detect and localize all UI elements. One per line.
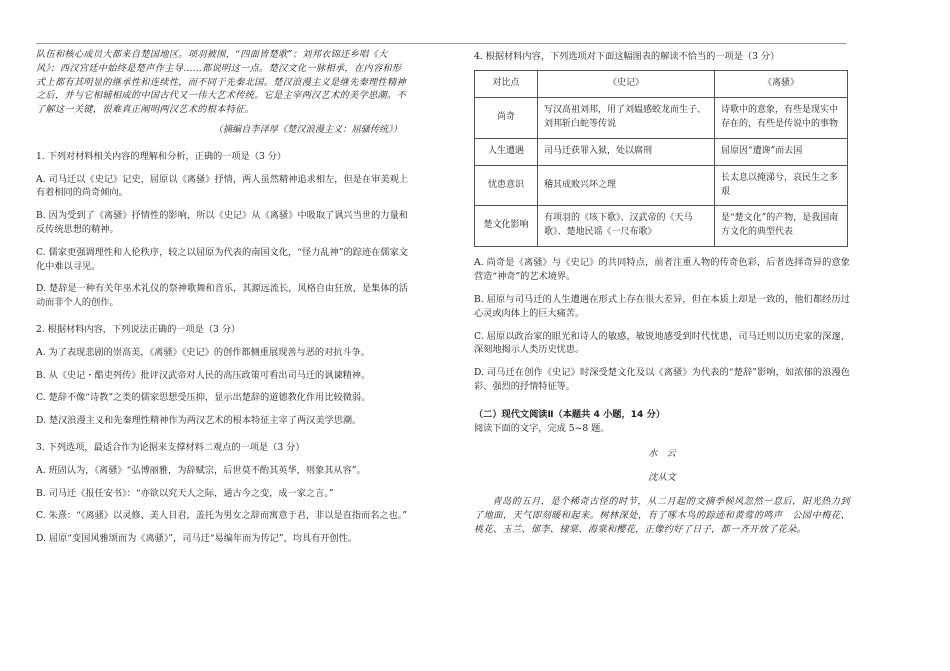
header-rule	[36, 43, 846, 44]
table-cell: 稽其成败兴坏之理	[538, 165, 715, 206]
comparison-table	[474, 70, 848, 248]
article-paragraph: 青岛的五月，是个稀奇古怪的时节，从二月起的文摘季候风忽然一息后，阳光热力到了地面，天气即刻暖和起来。树林深处，有了啄木鸟的踪迹和黄莺的鸣声 公园中梅花、桃花、玉兰、郁李、棣棠、海棠和樱花，正像约好了日子，都一齐开放了花朵。	[474, 495, 850, 535]
table-header-row	[475, 70, 848, 97]
left-column	[36, 48, 408, 546]
question-3-option-b: B. 司马迁《报任安书》：“亦欲以究天人之际，通古今之变，成一家之言。”	[36, 487, 334, 499]
intro-line: 之后，并与它相辅相成的中国古代又一伟大艺术传统。它是主宰两汉艺术的美学思潮。不	[36, 90, 407, 102]
article-author: 沈从文	[648, 472, 676, 484]
question-1-option-b: B. 因为受到了《离骚》抒情性的影响，所以《史记》从《离骚》中吸取了讽兴当世的力量和反传统思想的精神。	[36, 210, 408, 235]
table-cell: 忧患意识	[475, 165, 538, 206]
question-1-option-a: A. 司马迁以《史记》记史，屈原以《离骚》抒情，两人虽然精神追求相左，但是在审美观上有着相同的尚奇倾向。	[36, 173, 408, 199]
table-row	[475, 206, 848, 247]
intro-line: 了解这一关键，很难真正阐明两汉艺术的根本特征。	[36, 104, 255, 116]
table-row	[475, 138, 848, 165]
intro-line: 式上都有其明显的继承性和连续性，而不同于先秦北国。楚汉浪漫主义是继先秦理性精神	[36, 76, 407, 88]
table-cell: 楚文化影响	[475, 206, 538, 247]
intro-line: 队伍和核心成员大都来自楚国地区。项羽被围，“四面皆楚歌”；刘邦衣锦还乡唱《大	[36, 49, 388, 60]
table-row	[475, 97, 848, 138]
question-2-stem: 2. 根据材料内容，下列说法正确的一项是（3 分）	[36, 323, 241, 335]
table-cell: 是“楚文化”的产物，是我国南方文化的典型代表	[715, 206, 848, 247]
question-1-stem: 1. 下列对材料相关内容的理解和分析，正确的一项是（3 分）	[36, 150, 287, 162]
table-cell: 长太息以掩涕兮，哀民生之多艰	[715, 165, 848, 206]
source-citation: （摘编自李泽厚《楚汉浪漫主义：屈骚传统》）	[213, 123, 402, 135]
question-2-option-b: B. 从《史记・酷吏列传》批评汉武帝对人民的高压政策可看出司马迁的讽谏精神。	[36, 369, 371, 381]
question-4-stem: 4. 根据材料内容，下列选项对下面这幅图表的解读不恰当的一项是（3 分）	[474, 51, 780, 62]
table-row	[475, 165, 848, 206]
table-cell: 尚奇	[475, 97, 538, 138]
question-1-option-c: C. 儒家更强调理性和人伦秩序，较之以屈原为代表的南国文化，“怪力乱神”的踪迹在儒家文化中难以寻见。	[36, 246, 408, 272]
table-header: 《史记》	[538, 70, 715, 97]
table-cell: 屈原因“遭谗”而去国	[715, 138, 848, 165]
table-header: 对比点	[475, 70, 538, 97]
section-heading: （二）现代文阅读Ⅱ（本题共 4 小题，14 分）	[474, 408, 666, 420]
article-title: 水 云	[648, 448, 676, 460]
table-cell: 诗歌中的意象，有些是现实中存在的，有些是传说中的事物	[715, 97, 848, 138]
intro-line: 风》；西汉宫廷中始终是楚声作主导……都说明这一点。楚汉文化一脉相承，在内容和形	[36, 62, 402, 74]
question-3-stem: 3. 下列选项，最适合作为论据来支撑材料二观点的一项是（3 分）	[36, 441, 305, 453]
question-3-option-d: D. 屈原“变国风雅颂而为《离骚》”，司马迁“易编年而为传记”，均具有开创性。	[36, 533, 358, 545]
table-header: 《离骚》	[715, 70, 848, 97]
question-2-option-a: A. 为了表现悲剧的崇高美，《离骚》《史记》的创作都侧重展现善与恶的对抗斗争。	[36, 346, 371, 358]
table-cell: 司马迁获罪入狱，处以腐刑	[538, 138, 715, 165]
table-cell: 人生遭遇	[475, 138, 538, 165]
question-2-option-c: C. 楚辞不像“诗教”之类的儒家思想受压抑，显示出楚辞的道德教化作用比较微弱。	[36, 392, 371, 404]
question-4-option-b: B. 屈原与司马迁的人生遭遇在形式上存在很大差异，但在本质上却是一致的，他们都经历过心灵或肉体上的巨大痛苦。	[474, 293, 850, 319]
table-cell: 写汉高祖刘邦，用了刘媪感蛟龙而生子、刘邦斩白蛇等传说	[538, 97, 715, 138]
intro-paragraph	[36, 48, 408, 117]
section-instruction: 阅读下面的文字，完成 5~8 题。	[474, 422, 610, 434]
question-3-option-a: A. 班固认为，《离骚》“弘博丽雅，为辞赋宗，后世莫不酌其英华，则象其从容”。	[36, 464, 366, 476]
question-1-option-d: D. 楚辞是一种有关年巫术礼仪的祭神歌舞和音乐，其源远流长，风格自由狂放，是集体的活动而非个人的创作。	[36, 283, 408, 309]
right-column	[474, 48, 850, 536]
table-cell: 有项羽的《垓下歌》、汉武帝的《天马歌》、楚地民谣《一尺布歌》	[538, 206, 715, 247]
question-4-option-d: D. 司马迁在创作《史记》时深受楚文化及以《离骚》为代表的“楚辞”影响，如浓郁的浪漫色彩、强烈的抒情特征等。	[474, 367, 850, 392]
question-4-option-a: A. 尚奇是《离骚》与《史记》的共同特点，前者注重人物的传奇色彩，后者选择奇异的意象营造“神奇”的艺术境界。	[474, 257, 850, 283]
question-2-option-d: D. 楚汉浪漫主义和先秦理性精神作为两汉艺术的根本特征主宰了两汉美学思潮。	[36, 415, 362, 427]
question-3-option-c: C. 朱熹：“《离骚》以灵修、美人目君，盖托为男女之辞而寓意于君，非以是直指而名之也。”	[36, 510, 408, 522]
question-4-option-c: C. 屈原以政治家的眼光和诗人的敏感，敏锐地感受到时代忧患，司马迁则以历史家的深邃，深刻地揭示人类历史忧患。	[474, 330, 850, 356]
